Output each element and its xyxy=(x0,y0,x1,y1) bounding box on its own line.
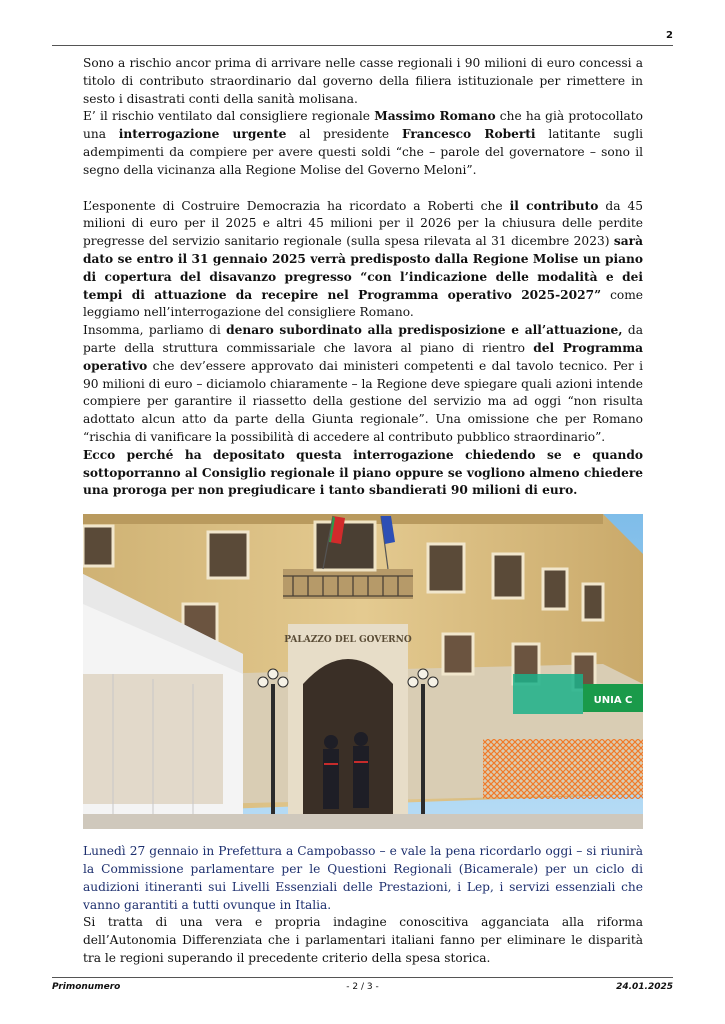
photo-caption: Lunedì 27 gennaio in Prefettura a Campobasso – e vale la pena ricordarlo oggi – si riunirà la Commissione parlamentare per le Questioni Regionali (Bicamerale) per un ciclo di audizioni itineranti sui Livelli Essenziali delle Prestazioni, i Lep, i servizi essenziali che vanno garantiti a tutti ovunque in Italia. xyxy=(83,844,643,912)
article-paragraph xyxy=(83,108,643,179)
article-paragraph xyxy=(83,198,643,323)
bold-text: Ecco perché ha depositato questa interrogazione chiedendo se e quando sottoporranno al Consiglio regionale il piano oppure se vogliono almeno chiedere una proroga per non pregiudicare i tanto sbandierati 90 milioni di euro. xyxy=(83,447,643,498)
construction-fence xyxy=(483,739,643,799)
text-run: Insomma, parliamo di xyxy=(83,323,227,338)
footer-publisher: Primonumero xyxy=(52,982,121,992)
header-divider xyxy=(52,45,673,46)
bold-text: Massimo Romano xyxy=(374,109,496,124)
article-paragraph xyxy=(83,322,643,447)
article-paragraph xyxy=(83,447,643,500)
article-paragraph xyxy=(83,55,643,108)
bold-text: sarà dato se entro il 31 gennaio 2025 verrà predisposto dalla Regione Molise un piano di copertura del disavanzo pregresso “con l’indicazione delle modalità e dei tempi di attuazione da recepire nel Programma operativo 2025-2027” xyxy=(83,234,643,302)
text-run: come leggiamo nell’interrogazione del consigliere Romano. xyxy=(83,287,644,320)
text-run: Sono a rischio ancor prima di arrivare nelle casse regionali i 90 milioni di euro concessi a titolo di contributo straordinario dal governo della filiera istituzionale per rimettere in sesto i disastrati conti della sanità molisana. xyxy=(83,56,643,106)
scaffold-net xyxy=(513,674,583,714)
prefettura-photo xyxy=(83,514,643,829)
text-run: al presidente xyxy=(286,127,402,142)
text-run: L’esponente di Costruire Democrazia ha ricordato a Roberti che xyxy=(83,198,510,213)
article-paragraphs xyxy=(83,55,643,500)
text-run: che ha già protocollato una xyxy=(83,109,643,142)
text-run: latitante sugli adempimenti da compiere per avere questi soldi “che – parole del governatore – sono il segno della vicinanza alla Regione Molise del Governo Meloni”. xyxy=(83,127,643,177)
building-sign: PALAZZO DEL GOVERNO xyxy=(284,635,412,646)
bold-text: del Programma operativo xyxy=(83,340,643,373)
text-run: E’ il rischio ventilato dal consigliere regionale xyxy=(83,109,375,124)
text-run: da 45 milioni di euro per il 2025 e altri 45 milioni per il 2026 per la chiusura delle perdite pregresse del servizio sanitario regionale (sulla spesa rilevata al 31 dicembre 2023) xyxy=(83,198,643,249)
footer-divider xyxy=(52,977,673,978)
page-footer xyxy=(52,982,673,996)
bold-text: denaro subordinato alla predisposizione e all’attuazione, xyxy=(226,323,623,338)
bold-text: Francesco Roberti xyxy=(401,127,536,142)
article-body xyxy=(83,55,643,968)
shop-sign: UNIA C xyxy=(593,695,633,707)
text-run: che dev’essere approvato dai ministeri competenti e dal tavolo tecnico. Per i 90 milioni di euro – diciamolo chiaramente – la Regione deve spiegare quali azioni intende compiere per garantire il riassetto della gestione del servizio ma ad oggi “non risulta adottato alcun atto da parte della Giunta regionale”. Una omissione che per Romano “rischia di vanificare la possibilità di accedere al contributo pubblico straordinario”. xyxy=(83,358,643,444)
footer-date: 24.01.2025 xyxy=(616,982,673,992)
balcony xyxy=(283,569,413,599)
footer-page-count: - 2 / 3 - xyxy=(346,982,379,992)
bold-text: il contributo xyxy=(509,198,599,213)
page-number: 2 xyxy=(666,30,673,41)
bold-text: interrogazione urgente xyxy=(118,127,287,142)
text-run: da parte della struttura commissariale che lavora al piano di rientro xyxy=(83,323,643,355)
closing-paragraph: Si tratta di una vera e propria indagine conoscitiva agganciata alla riforma dell’Autonomia Differenziata che i parlamentari italiani fanno per eliminare le disparità tra le regioni superando il precedente criterio della spesa storica. xyxy=(83,915,643,965)
